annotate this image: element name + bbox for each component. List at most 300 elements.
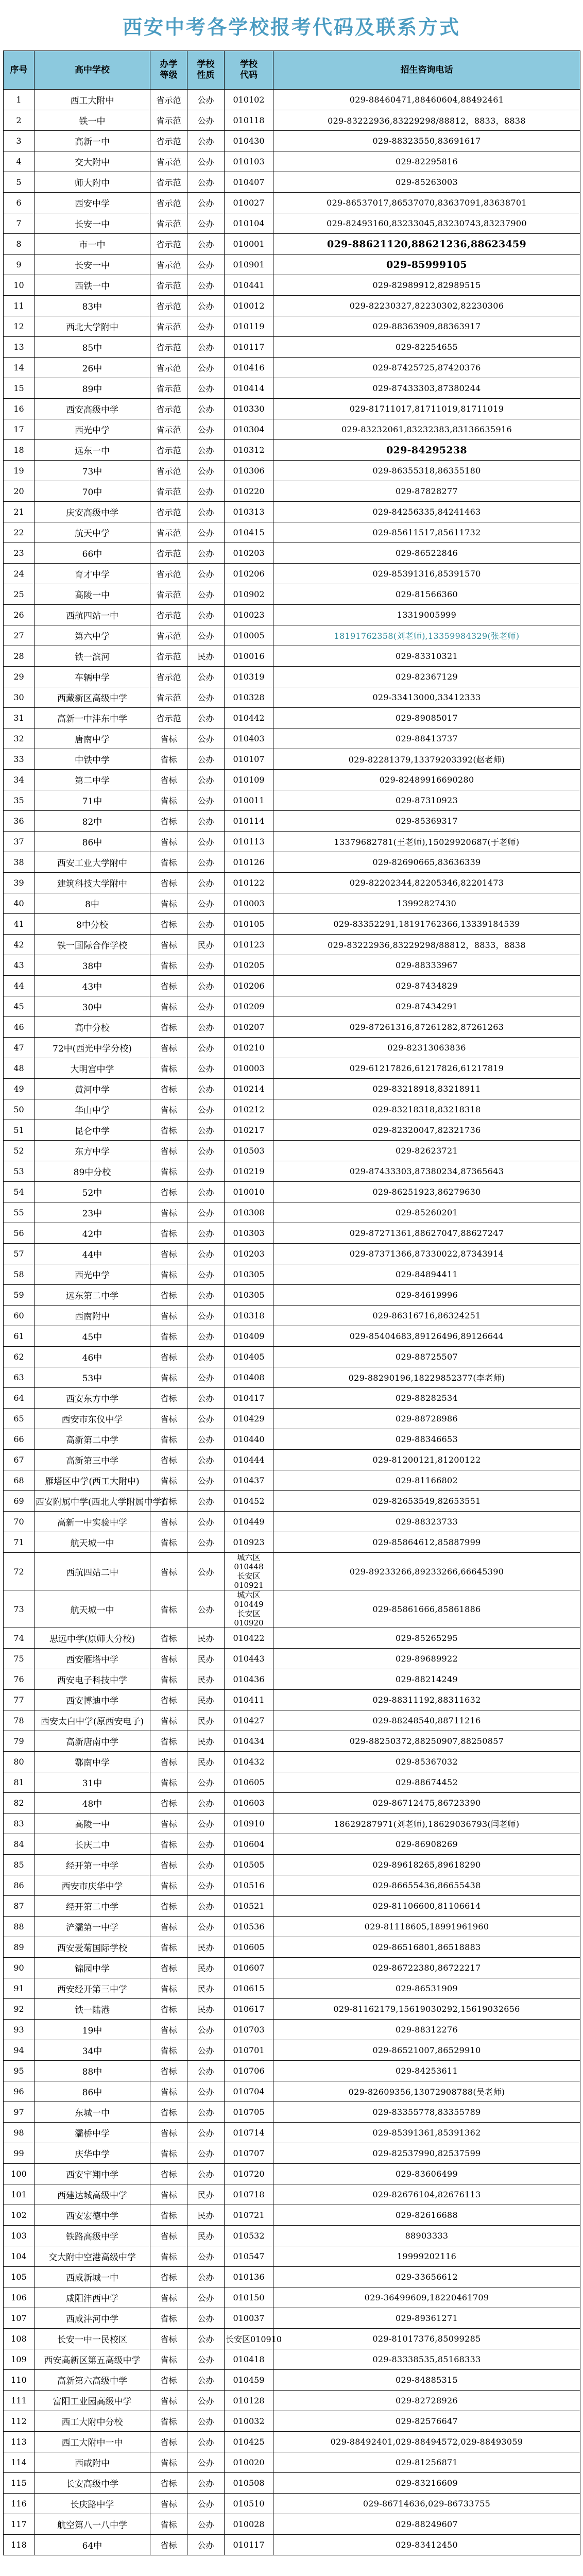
contact-phone: 029-83338535,85168333: [273, 2349, 580, 2370]
row-number: 110: [4, 2370, 35, 2391]
school-nature: 公办: [187, 1450, 225, 1470]
school-name: 交大附中: [35, 151, 150, 172]
contact-phone: 029-88460471,88460604,88492461: [273, 90, 580, 110]
school-code: 010418: [225, 2349, 273, 2370]
row-number: 71: [4, 1532, 35, 1553]
table-row: [4, 790, 580, 811]
school-level: 省标: [150, 2143, 187, 2164]
school-name: 西安爱菊国际学校: [35, 1937, 150, 1958]
header-code: 学校 代码: [225, 51, 273, 90]
school-code: 010319: [225, 667, 273, 687]
school-code: 010206: [225, 564, 273, 584]
table-row: [4, 2329, 580, 2349]
row-number: 53: [4, 1161, 35, 1182]
school-nature: 公办: [187, 2040, 225, 2061]
school-level: 省标: [150, 1628, 187, 1649]
table-row: [4, 1814, 580, 1834]
row-number: 18: [4, 440, 35, 461]
school-code: 010105: [225, 914, 273, 935]
school-name: 西咸附中: [35, 2452, 150, 2473]
school-nature: 公办: [187, 1553, 225, 1590]
school-level: 省标: [150, 1532, 187, 1553]
school-name: 长安一中一民校区: [35, 2329, 150, 2349]
school-name: 西铁一中: [35, 275, 150, 296]
school-nature: 公办: [187, 90, 225, 110]
contact-phone: 029-89618265,89618290: [273, 1855, 580, 1875]
contact-phone: 029-86908269: [273, 1834, 580, 1855]
school-code: 010028: [225, 2514, 273, 2535]
school-level: 省标: [150, 1347, 187, 1367]
contact-phone: 029-88311192,88311632: [273, 1690, 580, 1710]
school-code: 010212: [225, 1099, 273, 1120]
school-code: 010706: [225, 2061, 273, 2081]
table-row: [4, 996, 580, 1017]
contact-phone: 029-84894411: [273, 1264, 580, 1285]
table-row: [4, 1958, 580, 1978]
school-level: 省标: [150, 2123, 187, 2143]
school-level: 省标: [150, 1038, 187, 1058]
contact-phone: 19999202116: [273, 2246, 580, 2267]
school-level: 省标: [150, 1752, 187, 1772]
row-number: 14: [4, 358, 35, 378]
school-nature: 公办: [187, 914, 225, 935]
row-number: 60: [4, 1306, 35, 1326]
school-code: 010503: [225, 1141, 273, 1161]
school-name: 浐灞第一中学: [35, 1917, 150, 1937]
school-nature: 公办: [187, 1855, 225, 1875]
school-name: 铁一陆港: [35, 1999, 150, 2020]
school-code: 010016: [225, 646, 273, 667]
contact-phone: 029-83222936,83229298/88812，8833，8838: [273, 935, 580, 955]
row-number: 81: [4, 1772, 35, 1793]
contact-phone: 029-82537990,82537599: [273, 2143, 580, 2164]
school-level: 省标: [150, 2514, 187, 2535]
school-code: 010705: [225, 2102, 273, 2123]
school-nature: 民办: [187, 935, 225, 955]
table-row: [4, 1896, 580, 1917]
school-level: 省示范: [150, 687, 187, 708]
school-level: 省示范: [150, 543, 187, 564]
table-row: [4, 935, 580, 955]
table-row: [4, 1285, 580, 1306]
table-row: [4, 1491, 580, 1512]
table-row: [4, 522, 580, 543]
row-number: 39: [4, 873, 35, 893]
school-code: 010718: [225, 2184, 273, 2205]
contact-phone: 029-82609356,13072908788(吴老师): [273, 2081, 580, 2102]
row-number: 91: [4, 1978, 35, 1999]
school-nature: 民办: [187, 1978, 225, 1999]
school-code: 010123: [225, 935, 273, 955]
school-name: 45中: [35, 1326, 150, 1347]
contact-phone: 029-82623721: [273, 1141, 580, 1161]
school-nature: 民办: [187, 1999, 225, 2020]
school-code: 010220: [225, 481, 273, 502]
school-name: 西工大附中分校: [35, 2411, 150, 2432]
contact-phone: 029-83412450: [273, 2535, 580, 2555]
school-nature: 公办: [187, 2123, 225, 2143]
contact-phone: 029-86714636,029-86733755: [273, 2494, 580, 2514]
school-level: 省标: [150, 1772, 187, 1793]
contact-phone: 029-85611517,85611732: [273, 522, 580, 543]
row-number: 117: [4, 2514, 35, 2535]
school-code: 010214: [225, 1079, 273, 1099]
contact-phone: 029-88725507: [273, 1347, 580, 1367]
contact-phone: 029-36499609,18220461709: [273, 2287, 580, 2308]
school-code: 010003: [225, 1058, 273, 1079]
school-level: 省标: [150, 2164, 187, 2184]
contact-phone: 029-88214249: [273, 1669, 580, 1690]
contact-phone: 029-81256871: [273, 2452, 580, 2473]
header-level: 办学 等级: [150, 51, 187, 90]
contact-phone: 029-82989912,82989515: [273, 275, 580, 296]
row-number: 49: [4, 1079, 35, 1099]
school-level: 省标: [150, 1553, 187, 1590]
school-nature: 公办: [187, 358, 225, 378]
school-code: 010210: [225, 1038, 273, 1058]
school-code: 010605: [225, 1772, 273, 1793]
school-level: 省标: [150, 770, 187, 790]
row-number: 96: [4, 2081, 35, 2102]
contact-phone: 029-85265295: [273, 1628, 580, 1649]
table-row: [4, 502, 580, 522]
school-name: 西安经开第三中学: [35, 1978, 150, 1999]
table-row: [4, 440, 580, 461]
school-name: 市一中: [35, 234, 150, 255]
row-number: 31: [4, 708, 35, 728]
school-level: 省示范: [150, 296, 187, 316]
school-code: 010032: [225, 2411, 273, 2432]
school-name: 经开第二中学: [35, 1896, 150, 1917]
school-nature: 公办: [187, 893, 225, 914]
contact-phone: 029-85864612,85887999: [273, 1532, 580, 1553]
school-code: 010547: [225, 2246, 273, 2267]
school-name: 西光中学: [35, 419, 150, 440]
school-name: 远东第二中学: [35, 1285, 150, 1306]
table-row: [4, 2123, 580, 2143]
row-number: 46: [4, 1017, 35, 1038]
contact-phone: 029-85367032: [273, 1752, 580, 1772]
school-name: 富阳工业园高级中学: [35, 2391, 150, 2411]
school-name: 长庆路中学: [35, 2494, 150, 2514]
school-nature: 公办: [187, 1120, 225, 1141]
table-row: [4, 1429, 580, 1450]
school-name: 46中: [35, 1347, 150, 1367]
row-number: 113: [4, 2432, 35, 2452]
row-number: 111: [4, 2391, 35, 2411]
school-code: 010122: [225, 873, 273, 893]
row-number: 112: [4, 2411, 35, 2432]
school-code: 010313: [225, 502, 273, 522]
school-nature: 民办: [187, 1958, 225, 1978]
row-number: 7: [4, 213, 35, 234]
school-nature: 公办: [187, 193, 225, 213]
school-nature: 公办: [187, 2473, 225, 2494]
table-row: [4, 1367, 580, 1388]
contact-phone: 029-88333967: [273, 955, 580, 976]
school-code: 010510: [225, 2494, 273, 2514]
school-name: 锦园中学: [35, 1958, 150, 1978]
school-level: 省示范: [150, 316, 187, 337]
school-level: 省示范: [150, 90, 187, 110]
school-nature: 公办: [187, 1512, 225, 1532]
school-nature: 公办: [187, 1409, 225, 1429]
row-number: 52: [4, 1141, 35, 1161]
table-row: [4, 1264, 580, 1285]
school-code: 010107: [225, 749, 273, 770]
row-number: 75: [4, 1649, 35, 1669]
row-number: 77: [4, 1690, 35, 1710]
school-name: 西南附中: [35, 1306, 150, 1326]
school-code: 010103: [225, 151, 273, 172]
row-number: 35: [4, 790, 35, 811]
school-code: 010304: [225, 419, 273, 440]
school-level: 省示范: [150, 131, 187, 151]
contact-phone: 029-82493160,83233045,83230743,83237900: [273, 213, 580, 234]
contact-phone: 029-83216609: [273, 2473, 580, 2494]
row-number: 24: [4, 564, 35, 584]
school-nature: 公办: [187, 2061, 225, 2081]
contact-phone: 029-83222936,83229298/88812，8833，8838: [273, 110, 580, 131]
school-nature: 公办: [187, 481, 225, 502]
school-nature: 公办: [187, 1306, 225, 1326]
table-row: [4, 1690, 580, 1710]
school-code: 010442: [225, 708, 273, 728]
contact-phone: 029-88312276: [273, 2020, 580, 2040]
row-number: 115: [4, 2473, 35, 2494]
row-number: 34: [4, 770, 35, 790]
table-row: [4, 399, 580, 419]
contact-phone: 029-85391316,85391570: [273, 564, 580, 584]
school-code: 010117: [225, 2535, 273, 2555]
school-name: 71中: [35, 790, 150, 811]
school-level: 省示范: [150, 358, 187, 378]
school-nature: 公办: [187, 543, 225, 564]
school-name: 大明宫中学: [35, 1058, 150, 1079]
row-number: 44: [4, 976, 35, 996]
row-number: 19: [4, 461, 35, 481]
school-level: 省标: [150, 1409, 187, 1429]
school-code: 010305: [225, 1264, 273, 1285]
school-name: 89中分校: [35, 1161, 150, 1182]
school-level: 省示范: [150, 110, 187, 131]
contact-phone: 029-88323733: [273, 1512, 580, 1532]
school-nature: 公办: [187, 1793, 225, 1814]
school-level: 省标: [150, 1855, 187, 1875]
table-row: [4, 2143, 580, 2164]
contact-phone: 029-86516801,86518883: [273, 1937, 580, 1958]
school-nature: 公办: [187, 1099, 225, 1120]
table-row: [4, 2040, 580, 2061]
school-nature: 公办: [187, 1491, 225, 1512]
school-nature: 民办: [187, 1649, 225, 1669]
school-level: 省标: [150, 2494, 187, 2514]
school-name: 咸阳沣西中学: [35, 2287, 150, 2308]
table-row: [4, 852, 580, 873]
row-number: 105: [4, 2267, 35, 2287]
school-name: 52中: [35, 1182, 150, 1202]
school-name: 西安博迪中学: [35, 1690, 150, 1710]
school-nature: 公办: [187, 275, 225, 296]
school-name: 第六中学: [35, 625, 150, 646]
school-name: 86中: [35, 2081, 150, 2102]
contact-phone: 029-87371366,87330022,87343914: [273, 1244, 580, 1264]
school-name: 82中: [35, 811, 150, 832]
school-code: 010414: [225, 378, 273, 399]
contact-phone: 029-84885315: [273, 2370, 580, 2391]
row-number: 29: [4, 667, 35, 687]
school-code: 010505: [225, 1855, 273, 1875]
school-level: 省标: [150, 1512, 187, 1532]
school-nature: 公办: [187, 2432, 225, 2452]
school-level: 省标: [150, 1731, 187, 1752]
school-nature: 公办: [187, 316, 225, 337]
contact-phone: 029-82202344,82205346,82201473: [273, 873, 580, 893]
school-nature: 公办: [187, 2391, 225, 2411]
table-row: [4, 193, 580, 213]
row-number: 45: [4, 996, 35, 1017]
school-nature: 民办: [187, 1937, 225, 1958]
table-row: [4, 2226, 580, 2246]
table-row: [4, 1999, 580, 2020]
school-code: 010407: [225, 172, 273, 193]
school-level: 省标: [150, 811, 187, 832]
school-code: 010701: [225, 2040, 273, 2061]
contact-phone: 029-81106600,81106614: [273, 1896, 580, 1917]
school-nature: 公办: [187, 502, 225, 522]
table-row: [4, 873, 580, 893]
contact-phone: 029-87271361,88627047,88627247: [273, 1223, 580, 1244]
row-number: 63: [4, 1367, 35, 1388]
school-nature: 公办: [187, 378, 225, 399]
school-name: 育才中学: [35, 564, 150, 584]
table-row: [4, 419, 580, 440]
table-row: [4, 667, 580, 687]
school-level: 省示范: [150, 255, 187, 275]
school-level: 省示范: [150, 419, 187, 440]
table-row: [4, 564, 580, 584]
school-code: 010434: [225, 1731, 273, 1752]
school-code: 010703: [225, 2020, 273, 2040]
school-name: 70中: [35, 481, 150, 502]
row-number: 27: [4, 625, 35, 646]
school-level: 省标: [150, 2205, 187, 2226]
school-code: 010449: [225, 1512, 273, 1532]
school-name: 西安太白中学(原西安电子): [35, 1710, 150, 1731]
school-level: 省示范: [150, 481, 187, 502]
school-name: 88中: [35, 2061, 150, 2081]
row-number: 51: [4, 1120, 35, 1141]
row-number: 3: [4, 131, 35, 151]
school-nature: 公办: [187, 2081, 225, 2102]
school-code: 010102: [225, 90, 273, 110]
school-code: 010209: [225, 996, 273, 1017]
school-nature: 民办: [187, 1710, 225, 1731]
school-name: 鄠南中学: [35, 1752, 150, 1772]
school-nature: 公办: [187, 2370, 225, 2391]
school-level: 省标: [150, 1470, 187, 1491]
school-name: 66中: [35, 543, 150, 564]
row-number: 74: [4, 1628, 35, 1649]
school-name: 64中: [35, 2535, 150, 2555]
contact-phone: 029-89233266,89233266,66645390: [273, 1553, 580, 1590]
school-level: 省标: [150, 2308, 187, 2329]
row-number: 116: [4, 2494, 35, 2514]
school-name: 48中: [35, 1793, 150, 1814]
row-number: 9: [4, 255, 35, 275]
row-number: 68: [4, 1470, 35, 1491]
school-nature: 公办: [187, 2329, 225, 2349]
row-number: 26: [4, 605, 35, 625]
table-row: [4, 2102, 580, 2123]
table-row: [4, 1017, 580, 1038]
school-code: 010217: [225, 1120, 273, 1141]
school-level: 省标: [150, 2411, 187, 2432]
table-row: [4, 1182, 580, 1202]
row-number: 48: [4, 1058, 35, 1079]
school-name: 高新第六高级中学: [35, 2370, 150, 2391]
school-name: 73中: [35, 461, 150, 481]
school-code: 010005: [225, 625, 273, 646]
school-nature: 公办: [187, 1896, 225, 1917]
school-name: 高新一中沣东中学: [35, 708, 150, 728]
table-row: [4, 1669, 580, 1690]
school-name: 西安雁塔中学: [35, 1649, 150, 1669]
school-nature: 公办: [187, 2143, 225, 2164]
school-code: 010720: [225, 2164, 273, 2184]
school-name: 师大附中: [35, 172, 150, 193]
school-level: 省标: [150, 749, 187, 770]
table-row: [4, 893, 580, 914]
table-row: [4, 1326, 580, 1347]
school-name: 43中: [35, 976, 150, 996]
row-number: 30: [4, 687, 35, 708]
school-code: 010206: [225, 976, 273, 996]
table-row: [4, 1710, 580, 1731]
row-number: 43: [4, 955, 35, 976]
school-level: 省示范: [150, 625, 187, 646]
school-nature: 公办: [187, 1347, 225, 1367]
contact-phone: 029-84295238: [273, 440, 580, 461]
school-code: 010205: [225, 955, 273, 976]
contact-phone: 029-33413000,33412333: [273, 687, 580, 708]
school-code: 010415: [225, 522, 273, 543]
contact-phone: 029-88248540,88711216: [273, 1710, 580, 1731]
row-number: 25: [4, 584, 35, 605]
school-code: 城六区010449 长安区010920: [225, 1590, 273, 1628]
school-name: 西咸沣河中学: [35, 2308, 150, 2329]
school-nature: 民办: [187, 1731, 225, 1752]
contact-phone: 029-86251923,86279630: [273, 1182, 580, 1202]
contact-phone: 029-84256335,84241463: [273, 502, 580, 522]
school-level: 省标: [150, 2102, 187, 2123]
school-name: 第二中学: [35, 770, 150, 790]
table-row: [4, 1306, 580, 1326]
table-row: [4, 2308, 580, 2329]
school-name: 铁一中: [35, 110, 150, 131]
row-number: 107: [4, 2308, 35, 2329]
row-number: 73: [4, 1590, 35, 1628]
school-nature: 公办: [187, 2164, 225, 2184]
school-level: 省示范: [150, 151, 187, 172]
table-row: [4, 1553, 580, 1590]
school-code: 010437: [225, 1470, 273, 1491]
contact-phone: 029-88363909,88363917: [273, 316, 580, 337]
contact-phone: 13319005999: [273, 605, 580, 625]
school-nature: 公办: [187, 1038, 225, 1058]
school-code: 010704: [225, 2081, 273, 2102]
school-nature: 公办: [187, 2535, 225, 2555]
